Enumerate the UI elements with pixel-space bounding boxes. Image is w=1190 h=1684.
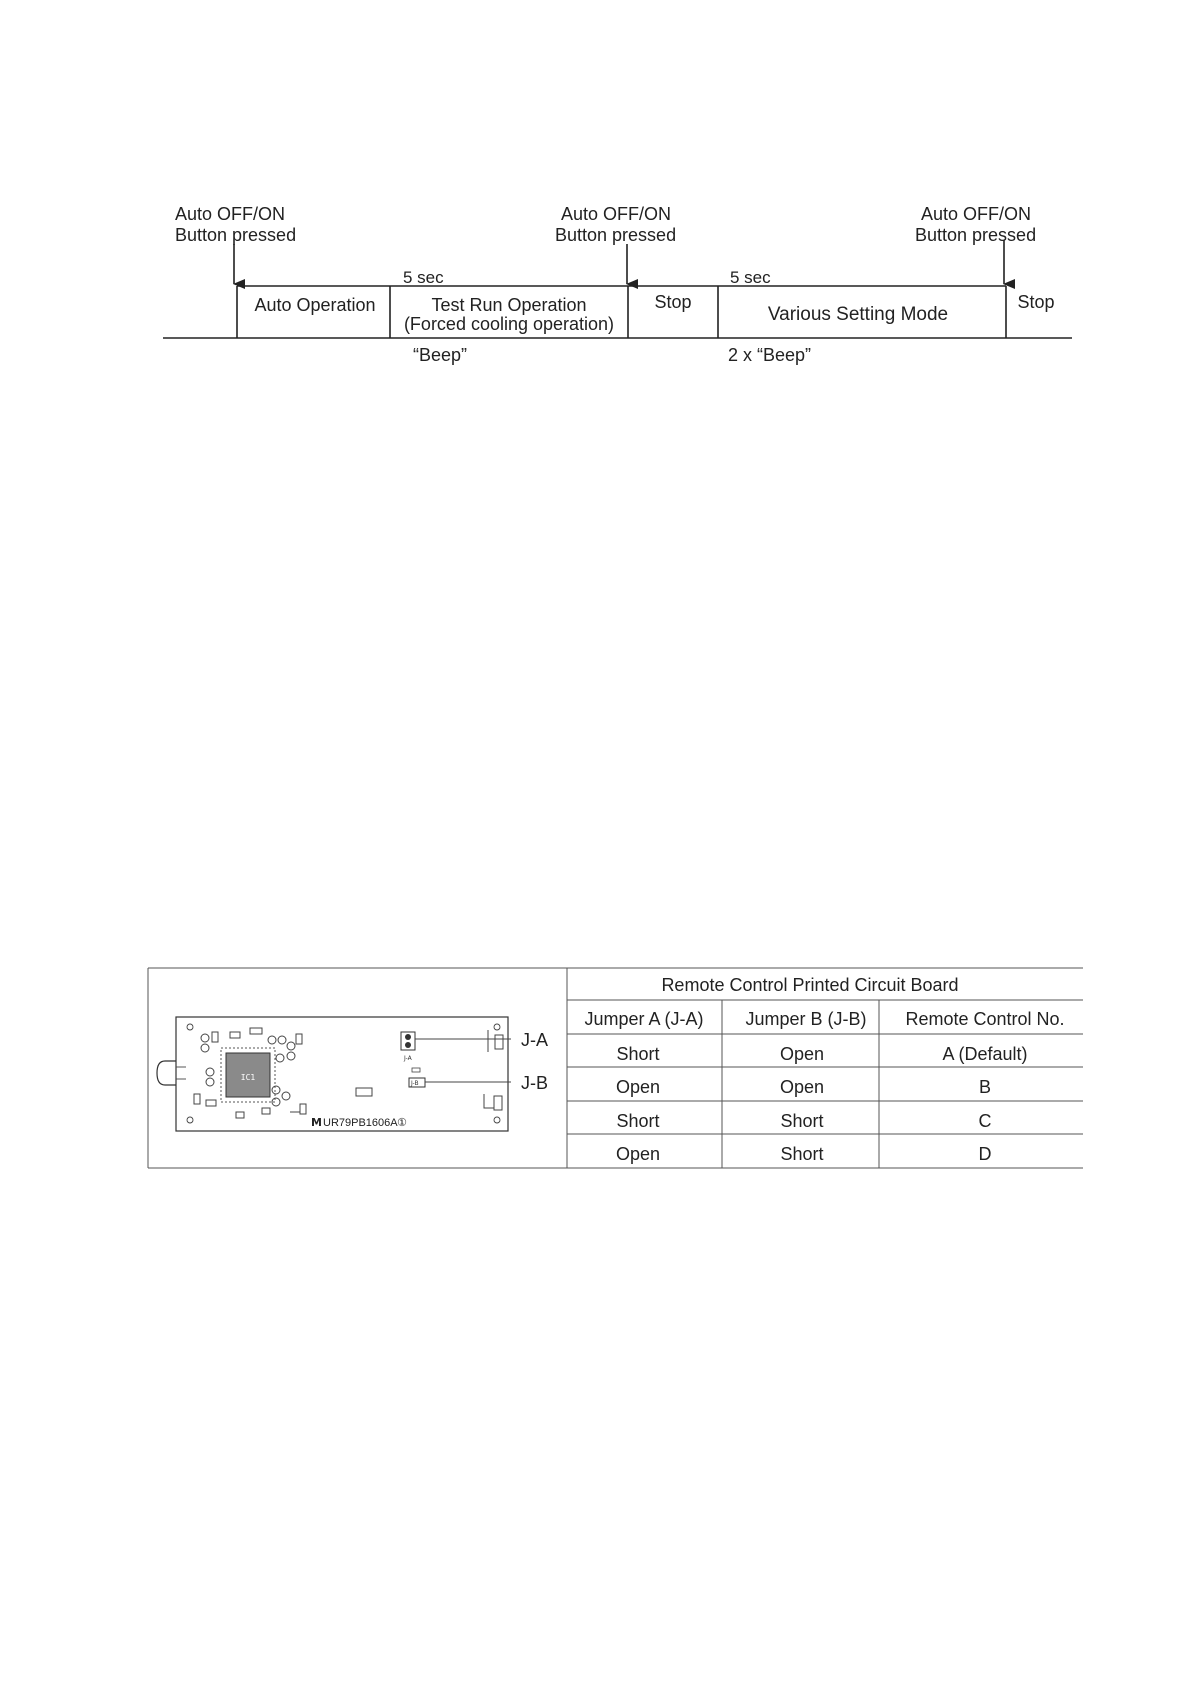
mounting-hole-icon (187, 1117, 193, 1123)
press-1-line-2: Button pressed (175, 225, 297, 245)
pcb-components (194, 1028, 372, 1118)
beep-label-1: “Beep” (413, 345, 468, 365)
jumper-figure (148, 968, 1083, 1168)
svg-text:J-A: J-A (404, 1055, 412, 1062)
table-cell: A (Default) (942, 1044, 1028, 1064)
press-1-line-1: Auto OFF/ON (175, 204, 286, 224)
callout-label-jb: J-B (521, 1073, 548, 1093)
press-3-line-1: Auto OFF/ON (921, 204, 1032, 224)
svg-text:J-B: J-B (411, 1080, 419, 1087)
pcb-drawing (157, 1017, 548, 1131)
interval-label-1: 5 sec (403, 268, 444, 287)
press-2-line-1: Auto OFF/ON (561, 204, 672, 224)
table-cell: B (978, 1077, 992, 1097)
table-header-jumper-a: Jumper A (J-A) (584, 1009, 704, 1029)
segment-stop-1: Stop (654, 292, 692, 312)
table-header-jumper-b: Jumper B (J-B) (745, 1009, 867, 1029)
mounting-hole-icon (494, 1024, 500, 1030)
panasonic-logo-icon: M (311, 1116, 322, 1129)
segment-auto-operation: Auto Operation (254, 295, 376, 315)
callout-label-ja: J-A (521, 1030, 548, 1050)
beep-label-2: 2 x “Beep” (728, 345, 812, 365)
segment-test-run-line-2: (Forced cooling operation) (403, 314, 615, 334)
segment-test-run-line-1: Test Run Operation (431, 295, 587, 315)
segment-stop-2: Stop (1017, 292, 1055, 312)
table-header-remote-no: Remote Control No. (905, 1009, 1065, 1029)
mounting-hole-icon (494, 1117, 500, 1123)
table-cell: Short (780, 1144, 824, 1164)
mounting-hole-icon (187, 1024, 193, 1030)
table-cell: C (978, 1111, 992, 1131)
table-cell: Open (615, 1144, 661, 1164)
jumper-jb-icon (409, 1068, 425, 1087)
jumper-ja-icon (401, 1032, 415, 1062)
interval-label-2: 5 sec (730, 268, 771, 287)
table-cell: Short (616, 1044, 660, 1064)
table-cell: D (978, 1144, 992, 1164)
svg-text:IC1: IC1 (240, 1073, 256, 1082)
ir-led-icon (157, 1061, 186, 1085)
press-3-line-2: Button pressed (915, 225, 1037, 245)
timing-diagram (163, 204, 1072, 365)
jumper-table (567, 975, 1083, 1168)
table-cell: Open (779, 1044, 825, 1064)
board-code: UR79PB1606A (323, 1117, 398, 1129)
board-code-suffix: ① (397, 1116, 407, 1129)
ic-chip-icon (221, 1048, 275, 1102)
table-title: Remote Control Printed Circuit Board (661, 975, 959, 995)
table-cell: Open (779, 1077, 825, 1097)
press-2-line-2: Button pressed (555, 225, 677, 245)
table-cell: Open (615, 1077, 661, 1097)
table-cell: Short (780, 1111, 824, 1131)
table-cell: Short (616, 1111, 660, 1131)
segment-various-setting-mode: Various Setting Mode (767, 304, 949, 325)
pcb-connector (484, 1030, 503, 1110)
